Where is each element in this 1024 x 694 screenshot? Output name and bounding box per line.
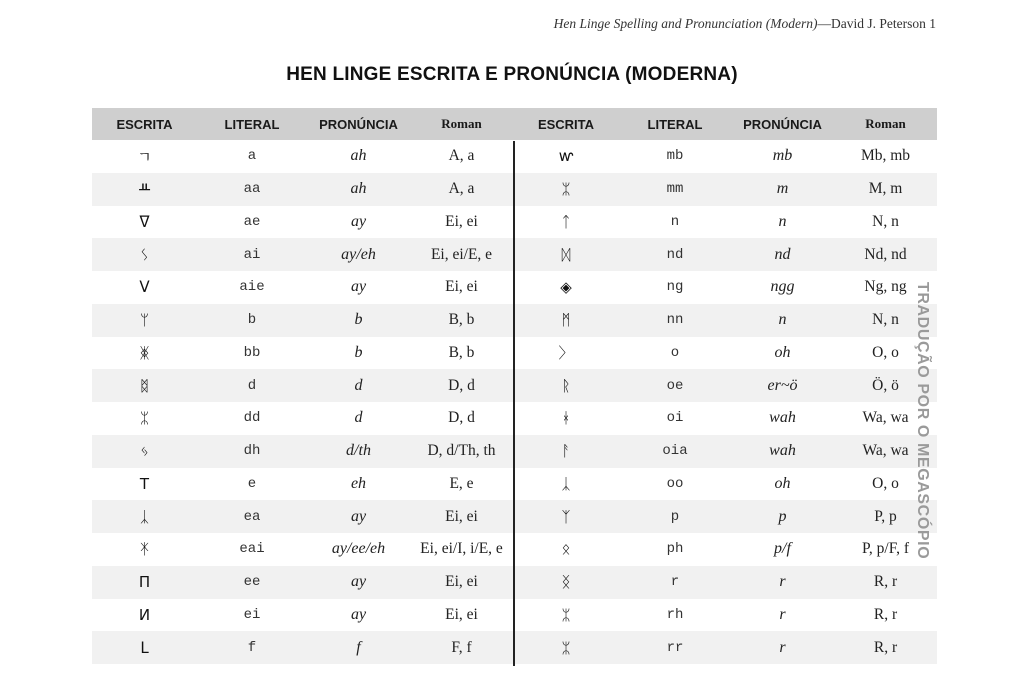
literal-cell: bb: [243, 344, 261, 361]
roman-cell: Ei, ei: [445, 573, 478, 591]
roman-cell: D, d/Th, th: [427, 442, 496, 460]
roman-cell: Ei, ei: [445, 605, 478, 623]
literal-cell: ai: [243, 246, 261, 263]
escrita-glyph: ᛤ: [139, 343, 149, 362]
escrita-glyph: ᛏ: [561, 212, 571, 231]
pronuncia-cell: ay: [350, 212, 367, 230]
escrita-glyph: ᛊ: [139, 245, 149, 264]
roman-cell: Wa, wa: [862, 442, 909, 460]
literal-cell: r: [670, 574, 680, 591]
escrita-glyph: ᒪ: [140, 638, 149, 657]
literal-cell: dh: [243, 443, 261, 460]
roman-cell: Nd, nd: [864, 245, 907, 263]
roman-cell: O, o: [872, 343, 899, 361]
roman-cell: E, e: [449, 474, 474, 492]
roman-cell: Ei, ei: [445, 212, 478, 230]
pronuncia-cell: r: [779, 573, 786, 591]
roman-cell: Ei, ei/I, i/E, e: [420, 540, 503, 558]
pronuncia-cell: ay: [350, 573, 367, 591]
escrita-glyph: 〉: [558, 344, 574, 363]
pronuncia-cell: b: [354, 343, 363, 361]
pronuncia-cell: m: [776, 180, 789, 198]
literal-cell: ng: [666, 279, 684, 296]
pronunciation-table: [92, 108, 937, 664]
literal-cell: oi: [666, 410, 684, 427]
escrita-glyph: ㄱ: [137, 147, 152, 166]
pronuncia-cell: ay/eh: [341, 245, 376, 263]
roman-cell: F, f: [451, 638, 472, 656]
document-name: Hen Linge Spelling and Pronunciation (Modern): [553, 16, 818, 31]
literal-cell: oia: [662, 443, 688, 460]
pronuncia-cell: oh: [774, 474, 791, 492]
roman-cell: B, b: [448, 343, 475, 361]
literal-cell: aa: [243, 181, 261, 198]
literal-cell: a: [247, 148, 257, 165]
pronuncia-cell: eh: [350, 474, 367, 492]
pronuncia-cell: ay/ee/eh: [331, 540, 386, 558]
pronuncia-cell: nd: [774, 245, 791, 263]
header-literal-right: LITERAL: [647, 116, 703, 132]
escrita-glyph: ᛃ: [139, 442, 149, 461]
escrita-glyph: ᛞ: [561, 245, 571, 264]
literal-cell: ee: [243, 574, 261, 591]
escrita-glyph: ᛝ: [561, 573, 571, 592]
escrita-glyph: ᛘ: [139, 311, 149, 330]
escrita-glyph: ᛯ: [561, 605, 571, 624]
pronuncia-cell: d: [354, 376, 363, 394]
literal-cell: dd: [243, 410, 261, 427]
literal-cell: rr: [666, 639, 684, 656]
roman-cell: A, a: [448, 180, 475, 198]
escrita-glyph: ᛣ: [561, 474, 571, 493]
pronuncia-cell: d/th: [346, 442, 371, 460]
roman-cell: R, r: [873, 638, 898, 656]
literal-cell: n: [670, 213, 680, 230]
roman-cell: R, r: [873, 605, 898, 623]
literal-cell: ae: [243, 213, 261, 230]
escrita-glyph: ᛥ: [139, 376, 149, 395]
roman-cell: R, r: [873, 573, 898, 591]
pronuncia-cell: f: [356, 638, 361, 656]
literal-cell: ei: [243, 606, 261, 623]
roman-cell: Ei, ei/E, e: [430, 245, 493, 263]
literal-cell: aie: [239, 279, 265, 296]
pronuncia-cell: r: [779, 605, 786, 623]
escrita-glyph: ᚱ: [561, 376, 571, 395]
pronuncia-cell: n: [778, 212, 787, 230]
literal-cell: d: [247, 377, 257, 394]
literal-cell: oe: [666, 377, 684, 394]
pronuncia-cell: ah: [350, 147, 367, 165]
pronuncia-cell: er~ö: [767, 376, 798, 394]
pronuncia-cell: b: [354, 311, 363, 329]
literal-cell: eai: [239, 541, 265, 558]
roman-cell: M, m: [868, 180, 903, 198]
side-watermark: [914, 282, 943, 560]
literal-cell: nd: [666, 246, 684, 263]
escrita-glyph: ᛟ: [561, 540, 571, 559]
roman-cell: D, d: [448, 409, 475, 427]
literal-cell: rh: [666, 606, 684, 623]
page-header: [554, 16, 936, 32]
pronuncia-cell: wah: [769, 442, 796, 460]
literal-cell: mm: [666, 181, 684, 198]
escrita-glyph: ᚨ: [561, 442, 571, 461]
pronuncia-cell: mb: [772, 147, 793, 165]
escrita-glyph: И: [138, 605, 151, 624]
literal-cell: nn: [666, 312, 684, 329]
escrita-glyph: ◈: [560, 278, 572, 297]
pronuncia-cell: ngg: [770, 278, 795, 296]
literal-cell: f: [247, 639, 257, 656]
pronuncia-cell: p/f: [774, 540, 791, 558]
table-header-row: [92, 108, 937, 140]
header-pronuncia-right: PRONÚNCIA: [743, 116, 822, 132]
escrita-glyph: ᚇ: [139, 180, 150, 199]
roman-cell: Ei, ei: [445, 278, 478, 296]
page-title: HEN LINGE ESCRITA E PRONÚNCIA (MODERNA): [286, 64, 738, 85]
header-escrita-left: ESCRITA: [116, 116, 173, 132]
pronuncia-cell: p: [778, 507, 787, 525]
pronuncia-cell: ah: [350, 180, 367, 198]
roman-cell: Wa, wa: [862, 409, 909, 427]
literal-cell: ph: [666, 541, 684, 558]
escrita-glyph: ᐁ: [139, 212, 150, 231]
header-roman-left: Roman: [441, 116, 482, 131]
escrita-glyph: Π: [138, 573, 151, 592]
escrita-glyph: ᐯ: [139, 278, 150, 297]
roman-cell: P, p: [874, 507, 897, 525]
roman-cell: D, d: [448, 376, 475, 394]
escrita-glyph: ᛯ: [139, 409, 149, 428]
escrita-glyph: ᛡ: [139, 540, 149, 559]
escrita-glyph: ᚼ: [561, 409, 571, 428]
header-escrita-right: ESCRITA: [537, 116, 595, 132]
escrita-glyph: ᛯ: [561, 180, 571, 199]
escrita-glyph: T: [139, 474, 150, 493]
watermark-text: TRADUÇÃO POR O MEGASCÓPIO: [914, 282, 931, 560]
roman-cell: N, n: [872, 212, 899, 230]
literal-cell: e: [247, 475, 257, 492]
escrita-glyph: ᛯ: [561, 638, 571, 657]
escrita-glyph: ᛗ: [561, 311, 571, 330]
roman-cell: P, p/F, f: [862, 540, 909, 558]
literal-cell: oo: [666, 475, 684, 492]
roman-cell: B, b: [448, 311, 475, 329]
roman-cell: Ei, ei: [445, 507, 478, 525]
pronuncia-cell: ay: [350, 278, 367, 296]
literal-cell: o: [670, 344, 680, 361]
header-pronuncia-left: PRONÚNCIA: [319, 116, 398, 132]
pronuncia-cell: ay: [350, 605, 367, 623]
roman-cell: Ö, ö: [872, 376, 899, 394]
header-roman-right: Roman: [865, 116, 906, 131]
header-literal-left: LITERAL: [224, 116, 280, 132]
pronuncia-cell: r: [779, 638, 786, 656]
roman-cell: Mb, mb: [860, 147, 911, 165]
roman-cell: Ng, ng: [864, 278, 907, 296]
author-page-number: —David J. Peterson 1: [817, 16, 936, 31]
literal-cell: ea: [243, 508, 261, 525]
pronuncia-cell: d: [354, 409, 363, 427]
pronuncia-cell: oh: [774, 343, 791, 361]
literal-cell: p: [670, 508, 680, 525]
pronuncia-cell: wah: [769, 409, 796, 427]
column-divider: [513, 141, 515, 666]
roman-cell: O, o: [872, 474, 899, 492]
literal-cell: mb: [666, 148, 684, 165]
literal-cell: b: [247, 312, 257, 329]
roman-cell: N, n: [872, 311, 899, 329]
escrita-glyph: ⱳ: [558, 147, 574, 166]
roman-cell: A, a: [448, 147, 475, 165]
escrita-glyph: ᛉ: [561, 507, 571, 526]
escrita-glyph: ᛣ: [139, 507, 149, 526]
pronuncia-cell: n: [778, 311, 787, 329]
pronuncia-cell: ay: [350, 507, 367, 525]
